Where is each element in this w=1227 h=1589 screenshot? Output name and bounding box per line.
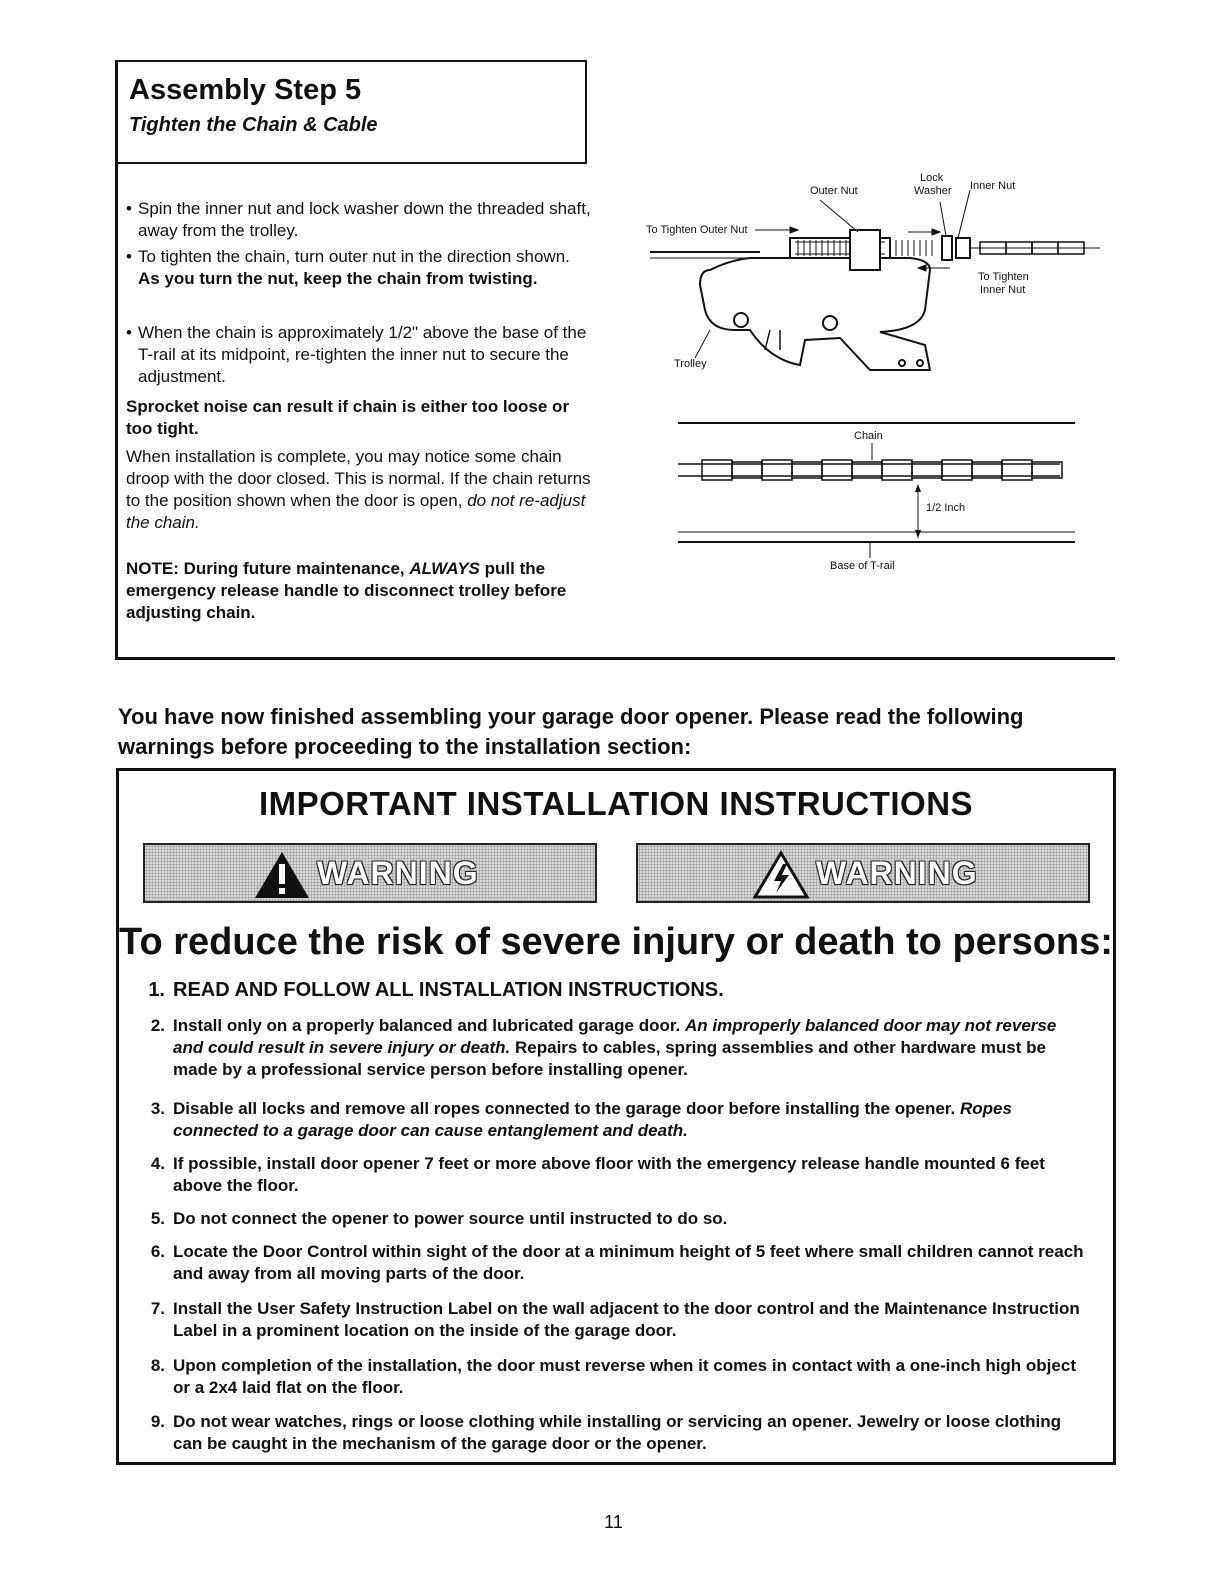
- instruction-item-9: 9. Do not wear watches, rings or loose clothing while installing or servicing an opener. Jewelry or loose clothing can be caught in the mechanism of the garage door or the opener.: [150, 1412, 1061, 1453]
- label-inner-nut: Inner Nut: [970, 180, 1016, 192]
- warning-banner-left: [143, 843, 597, 903]
- instruction-item-8: 8. Upon completion of the installation, the door must reverse when it comes in contact with a one-inch high object or a 2x4 laid flat on the floor.: [150, 1356, 1076, 1397]
- risk-headline: To reduce the risk of severe injury or death to persons:: [119, 921, 1113, 963]
- label-half-inch: 1/2 Inch: [926, 502, 966, 514]
- bullet-spin-nut: • Spin the inner nut and lock washer down the threaded shaft, away from the trolley.: [126, 199, 591, 240]
- sprocket-note: Sprocket noise can result if chain is either too loose or too tight.: [126, 397, 570, 438]
- maintenance-note: NOTE: During future maintenance, ALWAYS pull the emergency release handle to disconnect trolley before adjusting chain.: [126, 559, 567, 622]
- instruction-item-2: 2. Install only on a properly balanced and lubricated garage door. An improperly balanced door may not reverse and could result in severe injury or death. Repairs to cables, spring assemblies and other hardware must be made by a professional service person before installing opener.: [150, 1016, 1057, 1079]
- assembly-complete-notice: You have now finished assembling your garage door opener. Please read the following warnings before proceeding to the installation section:: [118, 704, 1024, 759]
- bullet-retighten: • When the chain is approximately 1/2" above the base of the T-rail at its midpoint, re-tighten the inner nut to secure the adjustment.: [126, 323, 587, 386]
- instruction-item-1: 1. READ AND FOLLOW ALL INSTALLATION INSTRUCTIONS.: [148, 979, 724, 1001]
- step-subtitle: Tighten the Chain & Cable: [129, 114, 378, 136]
- step-header: [115, 60, 587, 164]
- electrical-hazard-icon: [752, 850, 810, 900]
- label-to-tighten-inner-1: To Tighten: [978, 271, 1029, 283]
- label-to-tighten-inner-2: Inner Nut: [980, 284, 1026, 296]
- label-outer-nut: Outer Nut: [810, 185, 858, 197]
- trolley-illustration: [650, 230, 1100, 370]
- warning-banner-right: [636, 843, 1090, 903]
- instruction-item-4: 4. If possible, install door opener 7 feet or more above floor with the emergency release handle mounted 6 feet above the floor.: [150, 1154, 1045, 1195]
- bullet-tighten-chain: • To tighten the chain, turn outer nut in the direction shown. As you turn the nut, keep the chain from twisting.: [126, 247, 570, 288]
- important-instructions-box: [116, 768, 1116, 1465]
- droop-note: When installation is complete, you may notice some chain droop with the door closed. This is normal. If the chain returns to the position shown when the door is open, do not re-adjust the chain.: [126, 447, 591, 532]
- page-number: 11: [604, 1512, 623, 1532]
- step-title: Assembly Step 5: [129, 74, 362, 106]
- label-to-tighten-outer-nut: To Tighten Outer Nut: [646, 224, 748, 236]
- instruction-item-7: 7. Install the User Safety Instruction Label on the wall adjacent to the door control and the Maintenance Instruction Label in a prominent location on the inside of the garage door.: [150, 1299, 1080, 1340]
- label-lock: Lock: [920, 172, 944, 184]
- label-washer: Washer: [914, 185, 952, 197]
- warning-label-left: WARNING: [317, 855, 479, 891]
- instruction-item-6: 6. Locate the Door Control within sight of the door at a minimum height of 5 feet where small children cannot reach and away from all moving parts of the door.: [150, 1242, 1084, 1283]
- label-chain: Chain: [854, 430, 883, 442]
- chain-measurement-illustration: [678, 423, 1075, 558]
- chain-adjustment-diagram: [640, 160, 1120, 590]
- warning-label-right: WARNING: [816, 855, 978, 891]
- instruction-item-5: 5. Do not connect the opener to power source until instructed to do so.: [150, 1209, 728, 1228]
- important-title: IMPORTANT INSTALLATION INSTRUCTIONS: [258, 785, 974, 822]
- label-trolley: Trolley: [674, 358, 707, 370]
- caution-triangle-icon: [253, 850, 311, 900]
- label-base-of-t-rail: Base of T-rail: [830, 560, 895, 572]
- instruction-item-3: 3. Disable all locks and remove all ropes connected to the garage door before installing the opener. Ropes connected to a garage door can cause entanglement and death.: [150, 1099, 1012, 1140]
